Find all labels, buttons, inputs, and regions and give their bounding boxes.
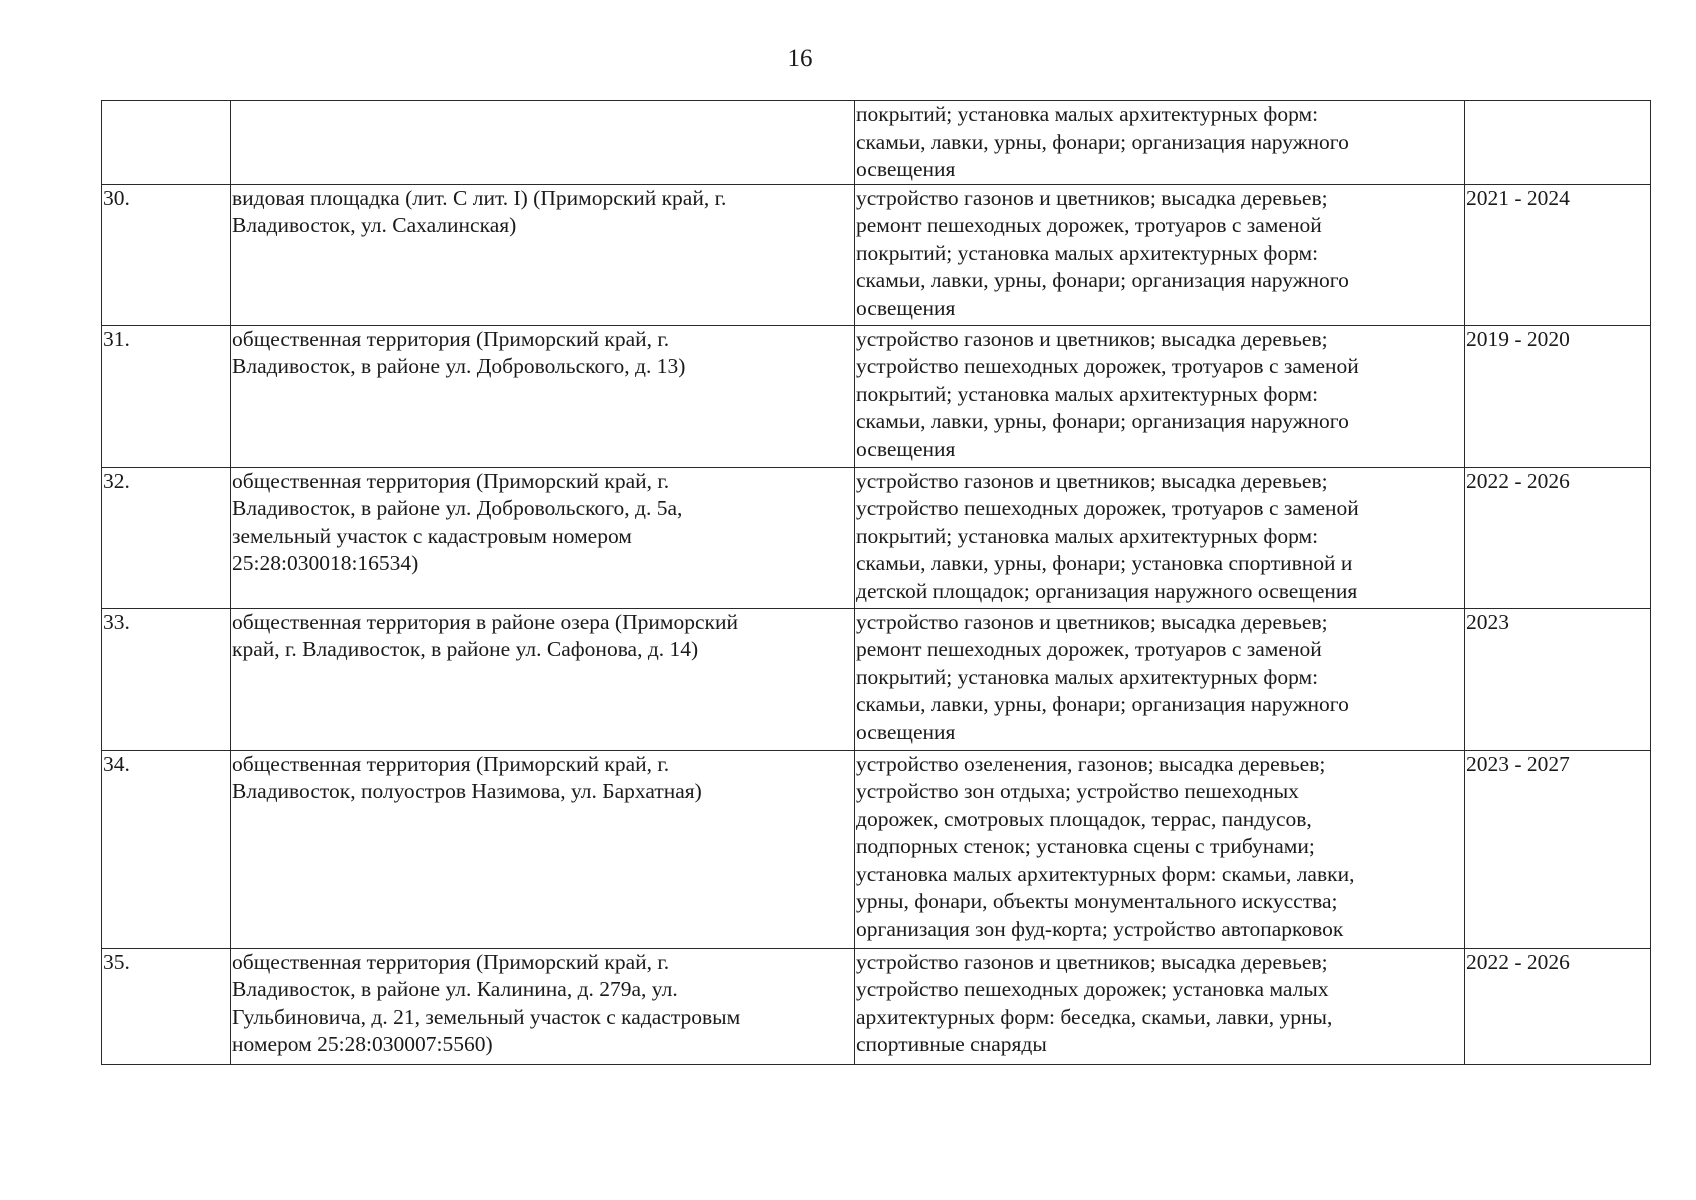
table-row	[102, 608, 1651, 750]
implementation-period: 2023	[1466, 609, 1509, 634]
row-number: 30.	[103, 185, 130, 210]
territory-name-cell	[231, 184, 855, 325]
row-number: 34.	[103, 751, 130, 776]
row-number-cell	[102, 184, 231, 325]
row-number-cell	[102, 101, 231, 185]
improvement-table	[101, 100, 1651, 1065]
territory-name: общественная территория (Приморский край, г. Владивосток, в районе ул. Добровольского, д. 5а, земельный участок с кадастровым номером 25:28:030018:16534)	[232, 468, 683, 575]
row-number-cell	[102, 948, 231, 1064]
works-description: устройство озеленения, газонов; высадка деревьев; устройство зон отдыха; устройство пешеходных дорожек, смотровых площадок, террас, пандусов, подпорных стенок; установка сцены с трибунами; установка малых архитектурных форм: скамьи, лавки, урны, фонари, объекты монументального искусства; организация зон фуд-корта; устройство автопарковок	[856, 751, 1355, 941]
works-cell	[855, 325, 1465, 467]
territory-name-cell	[231, 750, 855, 948]
period-cell	[1465, 467, 1651, 608]
row-number-cell	[102, 325, 231, 467]
territory-name: общественная территория в районе озера (Приморский край, г. Владивосток, в районе ул. Сафонова, д. 14)	[232, 609, 738, 661]
row-number-cell	[102, 750, 231, 948]
works-cell	[855, 101, 1465, 185]
territory-name: общественная территория (Приморский край, г. Владивосток, полуостров Назимова, ул. Бархатная)	[232, 751, 702, 803]
row-number: 35.	[103, 949, 130, 974]
row-number: 33.	[103, 609, 130, 634]
row-number-cell	[102, 467, 231, 608]
works-description: устройство газонов и цветников; высадка деревьев; устройство пешеходных дорожек, тротуаров с заменой покрытий; установка малых архитектурных форм: скамьи, лавки, урны, фонари; организация наружного освещения	[856, 326, 1359, 461]
territory-name: видовая площадка (лит. С лит. I) (Приморский край, г. Владивосток, ул. Сахалинская)	[232, 185, 727, 237]
works-cell	[855, 608, 1465, 750]
implementation-period: 2023 - 2027	[1466, 751, 1570, 776]
works-description: устройство газонов и цветников; высадка деревьев; устройство пешеходных дорожек; установка малых архитектурных форм: беседка, скамьи, лавки, урны, спортивные снаряды	[856, 949, 1333, 1056]
implementation-period: 2022 - 2026	[1466, 949, 1570, 974]
works-cell	[855, 750, 1465, 948]
period-cell	[1465, 101, 1651, 185]
table-row	[102, 184, 1651, 325]
row-number: 32.	[103, 468, 130, 493]
table-row	[102, 467, 1651, 608]
territory-name-cell	[231, 325, 855, 467]
works-cell	[855, 948, 1465, 1064]
implementation-period: 2021 - 2024	[1466, 185, 1570, 210]
territory-name-cell	[231, 467, 855, 608]
works-description: покрытий; установка малых архитектурных форм: скамьи, лавки, урны, фонари; организация наружного освещения	[856, 102, 1349, 181]
period-cell	[1465, 948, 1651, 1064]
row-number-cell	[102, 608, 231, 750]
period-cell	[1465, 608, 1651, 750]
period-cell	[1465, 184, 1651, 325]
table-row	[102, 325, 1651, 467]
territory-name: общественная территория (Приморский край, г. Владивосток, в районе ул. Калинина, д. 279а, ул. Гульбиновича, д. 21, земельный участок с кадастровым номером 25:28:030007:5560)	[232, 949, 741, 1056]
territory-name-cell	[231, 948, 855, 1064]
territory-name: общественная территория (Приморский край, г. Владивосток, в районе ул. Добровольского, д. 13)	[232, 326, 686, 378]
period-cell	[1465, 750, 1651, 948]
territory-name-cell	[231, 101, 855, 185]
row-number: 31.	[103, 326, 130, 351]
implementation-period: 2022 - 2026	[1466, 468, 1570, 493]
territory-name-cell	[231, 608, 855, 750]
implementation-period: 2019 - 2020	[1466, 326, 1570, 351]
works-description: устройство газонов и цветников; высадка деревьев; ремонт пешеходных дорожек, тротуаров с заменой покрытий; установка малых архитектурных форм: скамьи, лавки, урны, фонари; организация наружного освещения	[856, 609, 1349, 744]
page-number: 16	[787, 45, 813, 72]
period-cell	[1465, 325, 1651, 467]
works-cell	[855, 184, 1465, 325]
works-description: устройство газонов и цветников; высадка деревьев; ремонт пешеходных дорожек, тротуаров с заменой покрытий; установка малых архитектурных форм: скамьи, лавки, урны, фонари; организация наружного освещения	[856, 185, 1349, 320]
table-row	[102, 750, 1651, 948]
works-cell	[855, 467, 1465, 608]
works-description: устройство газонов и цветников; высадка деревьев; устройство пешеходных дорожек, тротуаров с заменой покрытий; установка малых архитектурных форм: скамьи, лавки, урны, фонари; установка спортивной и детской площадок; организация наружного освещения	[856, 468, 1359, 603]
table-row	[102, 101, 1651, 185]
table-row	[102, 948, 1651, 1064]
